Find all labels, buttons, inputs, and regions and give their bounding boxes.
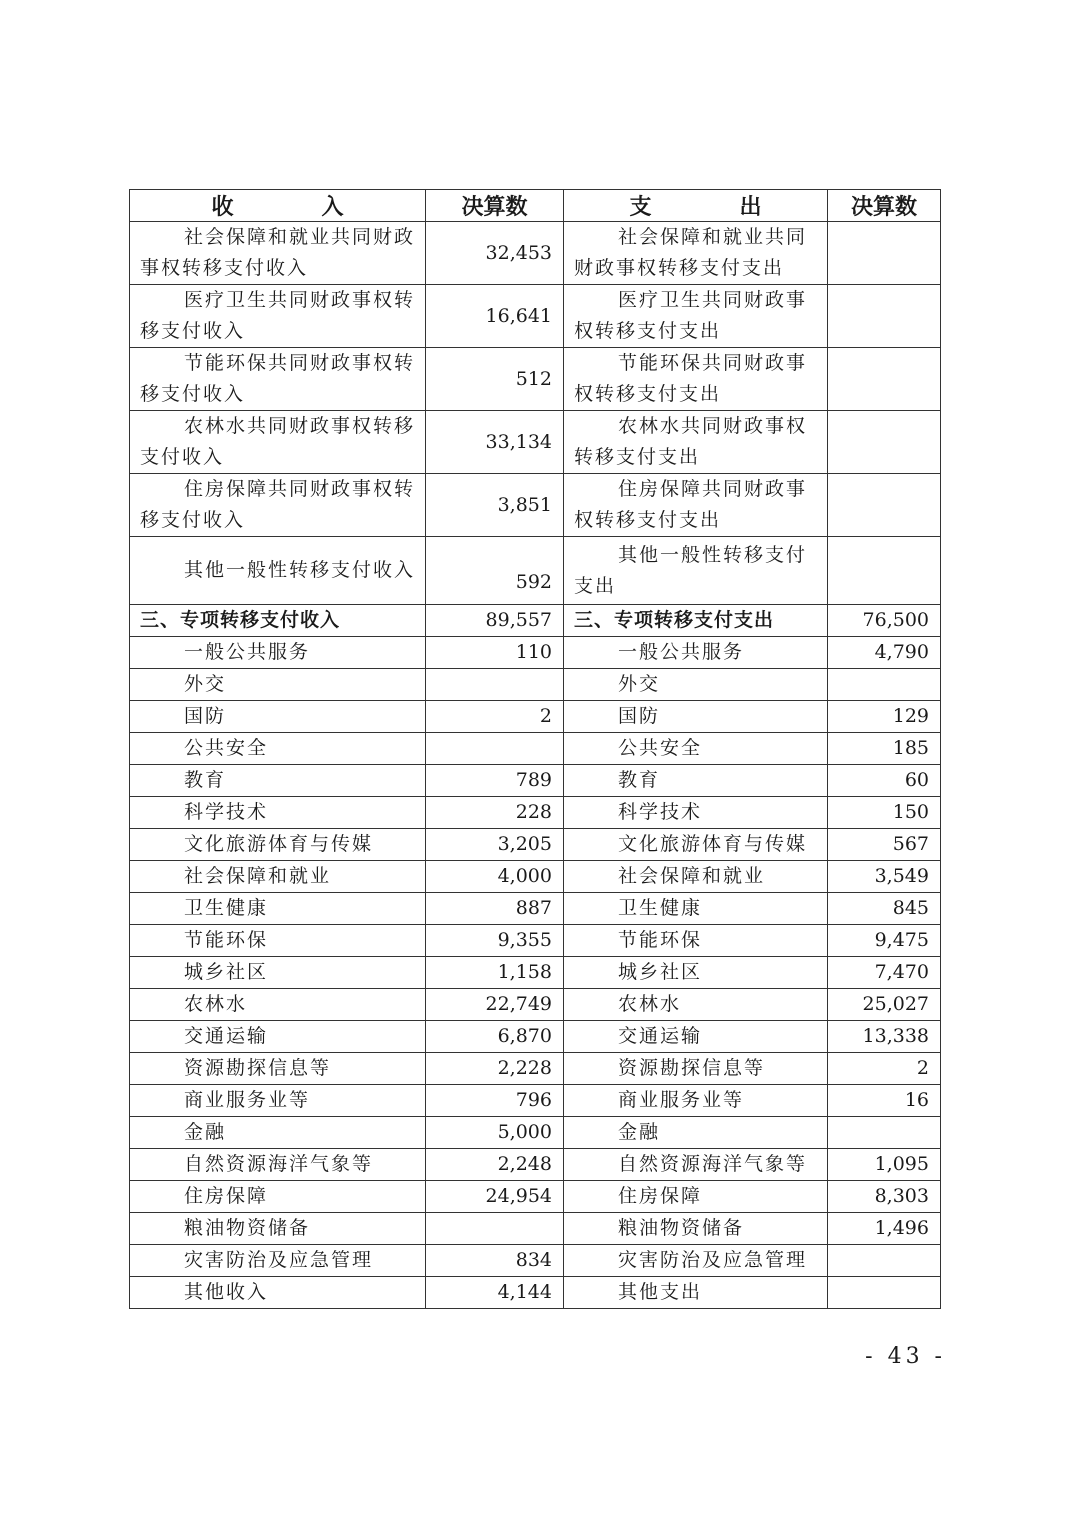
expense-item: 医疗卫生共同财政事权转移支付支出 [564,285,828,348]
income-value: 110 [426,637,564,669]
expense-item: 公共安全 [564,733,828,765]
expense-item: 农林水共同财政事权转移支付支出 [564,411,828,474]
expense-item: 社会保障和就业共同财政事权转移支付支出 [564,222,828,285]
income-amount-header: 决算数 [426,190,564,222]
table-row [130,829,941,861]
income-value: 228 [426,797,564,829]
income-item: 节能环保共同财政事权转移支付收入 [130,348,426,411]
expense-value: 16 [828,1085,941,1117]
table-row [130,701,941,733]
income-item: 金融 [130,1117,426,1149]
income-value [426,1213,564,1245]
expense-value: 7,470 [828,957,941,989]
expense-value: 13,338 [828,1021,941,1053]
expense-item: 其他一般性转移支付支出 [564,537,828,605]
table-row [130,1277,941,1309]
income-value: 887 [426,893,564,925]
expense-item: 外交 [564,669,828,701]
expense-value: 2 [828,1053,941,1085]
budget-table [129,189,941,1309]
table-row [130,1149,941,1181]
expense-item: 国防 [564,701,828,733]
table-header-row [130,190,941,222]
table-row [130,1117,941,1149]
expense-item: 粮油物资储备 [564,1213,828,1245]
expense-amount-header: 决算数 [828,190,941,222]
expense-value: 185 [828,733,941,765]
income-item: 节能环保 [130,925,426,957]
expense-item: 城乡社区 [564,957,828,989]
income-header: 收 入 [130,190,426,222]
table-row [130,957,941,989]
table-row [130,605,941,637]
table-row [130,989,941,1021]
income-item: 社会保障和就业 [130,861,426,893]
income-value: 16,641 [426,285,564,348]
income-item: 卫生健康 [130,893,426,925]
table-row [130,733,941,765]
table-row [130,1245,941,1277]
income-value: 3,205 [426,829,564,861]
table-row [130,637,941,669]
table-row [130,1181,941,1213]
expense-value: 1,496 [828,1213,941,1245]
income-value: 24,954 [426,1181,564,1213]
expense-item: 交通运输 [564,1021,828,1053]
income-item: 教育 [130,765,426,797]
expense-item: 金融 [564,1117,828,1149]
income-value: 1,158 [426,957,564,989]
table-row [130,348,941,411]
expense-item: 节能环保 [564,925,828,957]
income-value: 5,000 [426,1117,564,1149]
income-value: 796 [426,1085,564,1117]
expense-item: 自然资源海洋气象等 [564,1149,828,1181]
expense-item: 住房保障共同财政事权转移支付支出 [564,474,828,537]
page-number: - 43 - [865,1344,946,1369]
expense-value: 845 [828,893,941,925]
expense-value: 129 [828,701,941,733]
income-item: 商业服务业等 [130,1085,426,1117]
income-value [426,669,564,701]
income-item: 科学技术 [130,797,426,829]
income-item: 粮油物资储备 [130,1213,426,1245]
income-item: 住房保障 [130,1181,426,1213]
income-item: 交通运输 [130,1021,426,1053]
income-item: 农林水共同财政事权转移支付收入 [130,411,426,474]
income-value: 592 [426,537,564,605]
income-value: 2,248 [426,1149,564,1181]
expense-value [828,669,941,701]
expense-value: 1,095 [828,1149,941,1181]
table-row [130,893,941,925]
expense-item: 三、专项转移支付支出 [564,605,828,637]
income-item: 城乡社区 [130,957,426,989]
table-row [130,861,941,893]
income-value: 4,144 [426,1277,564,1309]
expense-item: 科学技术 [564,797,828,829]
expense-value [828,348,941,411]
income-item: 社会保障和就业共同财政事权转移支付收入 [130,222,426,285]
income-item: 农林水 [130,989,426,1021]
expense-value [828,537,941,605]
expense-value: 8,303 [828,1181,941,1213]
income-value: 89,557 [426,605,564,637]
income-value: 4,000 [426,861,564,893]
expense-header: 支 出 [564,190,828,222]
expense-item: 一般公共服务 [564,637,828,669]
table-row [130,222,941,285]
income-value: 512 [426,348,564,411]
income-item: 住房保障共同财政事权转移支付收入 [130,474,426,537]
expense-item: 住房保障 [564,1181,828,1213]
income-item: 其他收入 [130,1277,426,1309]
expense-value [828,285,941,348]
income-value: 789 [426,765,564,797]
expense-item: 资源勘探信息等 [564,1053,828,1085]
expense-value [828,1277,941,1309]
income-value: 32,453 [426,222,564,285]
expense-value: 25,027 [828,989,941,1021]
table-row [130,765,941,797]
table-row [130,1021,941,1053]
table-row [130,474,941,537]
expense-value: 9,475 [828,925,941,957]
table-row [130,669,941,701]
income-item: 三、专项转移支付收入 [130,605,426,637]
expense-value [828,222,941,285]
expense-item: 灾害防治及应急管理 [564,1245,828,1277]
income-item: 自然资源海洋气象等 [130,1149,426,1181]
expense-value: 76,500 [828,605,941,637]
expense-value [828,411,941,474]
expense-item: 文化旅游体育与传媒 [564,829,828,861]
table-row [130,925,941,957]
table-row [130,1085,941,1117]
table-row [130,1213,941,1245]
expense-value: 4,790 [828,637,941,669]
income-item: 医疗卫生共同财政事权转移支付收入 [130,285,426,348]
table-row [130,285,941,348]
expense-value: 150 [828,797,941,829]
expense-item: 社会保障和就业 [564,861,828,893]
expense-item: 教育 [564,765,828,797]
income-item: 资源勘探信息等 [130,1053,426,1085]
income-value: 6,870 [426,1021,564,1053]
income-item: 公共安全 [130,733,426,765]
expense-value [828,474,941,537]
expense-item: 农林水 [564,989,828,1021]
income-item: 其他一般性转移支付收入 [130,537,426,605]
expense-value [828,1117,941,1149]
expense-item: 其他支出 [564,1277,828,1309]
income-value: 2,228 [426,1053,564,1085]
income-value: 834 [426,1245,564,1277]
expense-item: 节能环保共同财政事权转移支付支出 [564,348,828,411]
income-item: 一般公共服务 [130,637,426,669]
expense-value: 3,549 [828,861,941,893]
income-value: 22,749 [426,989,564,1021]
expense-item: 商业服务业等 [564,1085,828,1117]
income-item: 灾害防治及应急管理 [130,1245,426,1277]
table-body [130,222,941,1309]
expense-value: 60 [828,765,941,797]
income-value [426,733,564,765]
income-item: 外交 [130,669,426,701]
income-value: 3,851 [426,474,564,537]
income-value: 9,355 [426,925,564,957]
table-row [130,797,941,829]
table-row [130,411,941,474]
table-row [130,1053,941,1085]
expense-item: 卫生健康 [564,893,828,925]
expense-value [828,1245,941,1277]
income-item: 国防 [130,701,426,733]
income-value: 2 [426,701,564,733]
income-item: 文化旅游体育与传媒 [130,829,426,861]
table-row [130,537,941,605]
expense-value: 567 [828,829,941,861]
income-value: 33,134 [426,411,564,474]
